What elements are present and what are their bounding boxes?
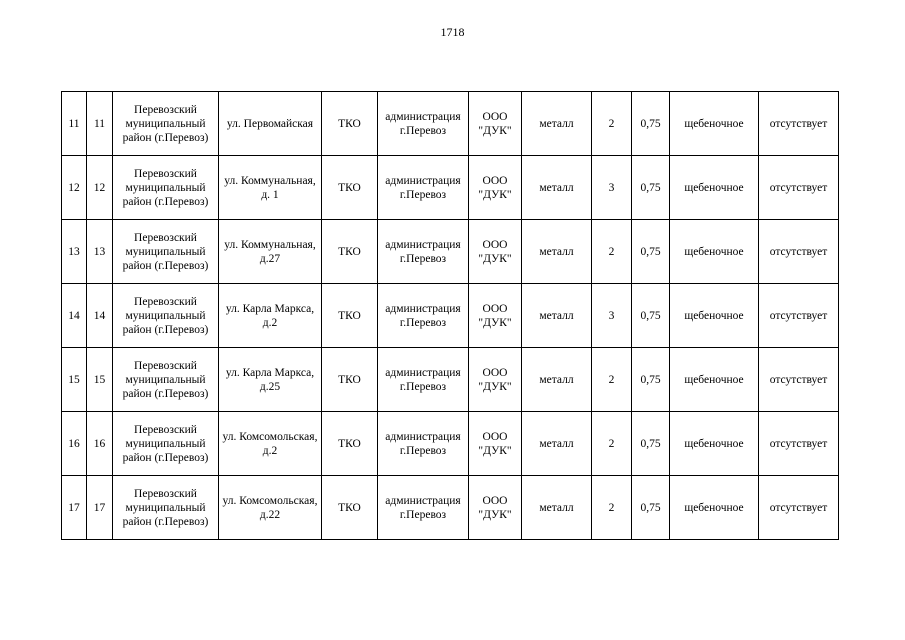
site-number-cell: 13	[87, 220, 113, 284]
waste-type-cell: ТКО	[322, 348, 378, 412]
table-row	[62, 92, 839, 156]
owner-cell: администрация г.Перевоз	[378, 348, 469, 412]
owner-cell: администрация г.Перевоз	[378, 156, 469, 220]
operator-cell: ООО "ДУК"	[469, 220, 522, 284]
waste-type-cell: ТКО	[322, 284, 378, 348]
table-body	[62, 92, 839, 540]
page-number: 1718	[440, 25, 465, 39]
container-material-cell: металл	[522, 476, 592, 540]
owner-cell: администрация г.Перевоз	[378, 476, 469, 540]
fence-cell: отсутствует	[759, 412, 839, 476]
container-material-cell: металл	[522, 220, 592, 284]
operator-cell: ООО "ДУК"	[469, 476, 522, 540]
site-number-cell: 17	[87, 476, 113, 540]
container-volume-cell: 0,75	[632, 412, 670, 476]
container-material-cell: металл	[522, 284, 592, 348]
fence-cell: отсутствует	[759, 348, 839, 412]
district-cell: Перевозский муниципальный район (г.Перевоз)	[113, 284, 219, 348]
row-number-cell: 11	[62, 92, 87, 156]
table-row	[62, 284, 839, 348]
operator-cell: ООО "ДУК"	[469, 156, 522, 220]
waste-type-cell: ТКО	[322, 412, 378, 476]
surface-type-cell: щебеночное	[670, 284, 759, 348]
container-count-cell: 2	[592, 220, 632, 284]
district-cell: Перевозский муниципальный район (г.Перевоз)	[113, 476, 219, 540]
fence-cell: отсутствует	[759, 92, 839, 156]
container-count-cell: 3	[592, 156, 632, 220]
table-row	[62, 348, 839, 412]
container-volume-cell: 0,75	[632, 476, 670, 540]
container-volume-cell: 0,75	[632, 220, 670, 284]
container-count-cell: 2	[592, 412, 632, 476]
owner-cell: администрация г.Перевоз	[378, 284, 469, 348]
container-volume-cell: 0,75	[632, 92, 670, 156]
table-row	[62, 476, 839, 540]
fence-cell: отсутствует	[759, 476, 839, 540]
container-material-cell: металл	[522, 92, 592, 156]
address-cell: ул. Комсомольская, д.2	[219, 412, 322, 476]
operator-cell: ООО "ДУК"	[469, 284, 522, 348]
address-cell: ул. Карла Маркса, д.25	[219, 348, 322, 412]
site-number-cell: 15	[87, 348, 113, 412]
waste-type-cell: ТКО	[322, 156, 378, 220]
address-cell: ул. Коммунальная, д. 1	[219, 156, 322, 220]
container-count-cell: 3	[592, 284, 632, 348]
container-material-cell: металл	[522, 348, 592, 412]
address-cell: ул. Коммунальная, д.27	[219, 220, 322, 284]
row-number-cell: 16	[62, 412, 87, 476]
container-count-cell: 2	[592, 92, 632, 156]
waste-type-cell: ТКО	[322, 476, 378, 540]
table-row	[62, 412, 839, 476]
district-cell: Перевозский муниципальный район (г.Перевоз)	[113, 92, 219, 156]
site-number-cell: 12	[87, 156, 113, 220]
surface-type-cell: щебеночное	[670, 220, 759, 284]
table-row	[62, 220, 839, 284]
surface-type-cell: щебеночное	[670, 476, 759, 540]
table-row	[62, 156, 839, 220]
waste-type-cell: ТКО	[322, 220, 378, 284]
district-cell: Перевозский муниципальный район (г.Перевоз)	[113, 220, 219, 284]
row-number-cell: 17	[62, 476, 87, 540]
container-material-cell: металл	[522, 412, 592, 476]
waste-type-cell: ТКО	[322, 92, 378, 156]
surface-type-cell: щебеночное	[670, 348, 759, 412]
site-number-cell: 11	[87, 92, 113, 156]
site-number-cell: 16	[87, 412, 113, 476]
container-material-cell: металл	[522, 156, 592, 220]
district-cell: Перевозский муниципальный район (г.Перевоз)	[113, 156, 219, 220]
district-cell: Перевозский муниципальный район (г.Перевоз)	[113, 412, 219, 476]
district-cell: Перевозский муниципальный район (г.Перевоз)	[113, 348, 219, 412]
container-count-cell: 2	[592, 476, 632, 540]
owner-cell: администрация г.Перевоз	[378, 220, 469, 284]
operator-cell: ООО "ДУК"	[469, 92, 522, 156]
row-number-cell: 14	[62, 284, 87, 348]
site-number-cell: 14	[87, 284, 113, 348]
fence-cell: отсутствует	[759, 220, 839, 284]
container-count-cell: 2	[592, 348, 632, 412]
waste-site-table	[61, 91, 839, 540]
row-number-cell: 15	[62, 348, 87, 412]
fence-cell: отсутствует	[759, 156, 839, 220]
surface-type-cell: щебеночное	[670, 412, 759, 476]
row-number-cell: 12	[62, 156, 87, 220]
address-cell: ул. Комсомольская, д.22	[219, 476, 322, 540]
container-volume-cell: 0,75	[632, 156, 670, 220]
surface-type-cell: щебеночное	[670, 156, 759, 220]
fence-cell: отсутствует	[759, 284, 839, 348]
owner-cell: администрация г.Перевоз	[378, 412, 469, 476]
owner-cell: администрация г.Перевоз	[378, 92, 469, 156]
container-volume-cell: 0,75	[632, 284, 670, 348]
operator-cell: ООО "ДУК"	[469, 348, 522, 412]
operator-cell: ООО "ДУК"	[469, 412, 522, 476]
address-cell: ул. Первомайская	[219, 92, 322, 156]
address-cell: ул. Карла Маркса, д.2	[219, 284, 322, 348]
row-number-cell: 13	[62, 220, 87, 284]
container-volume-cell: 0,75	[632, 348, 670, 412]
surface-type-cell: щебеночное	[670, 92, 759, 156]
